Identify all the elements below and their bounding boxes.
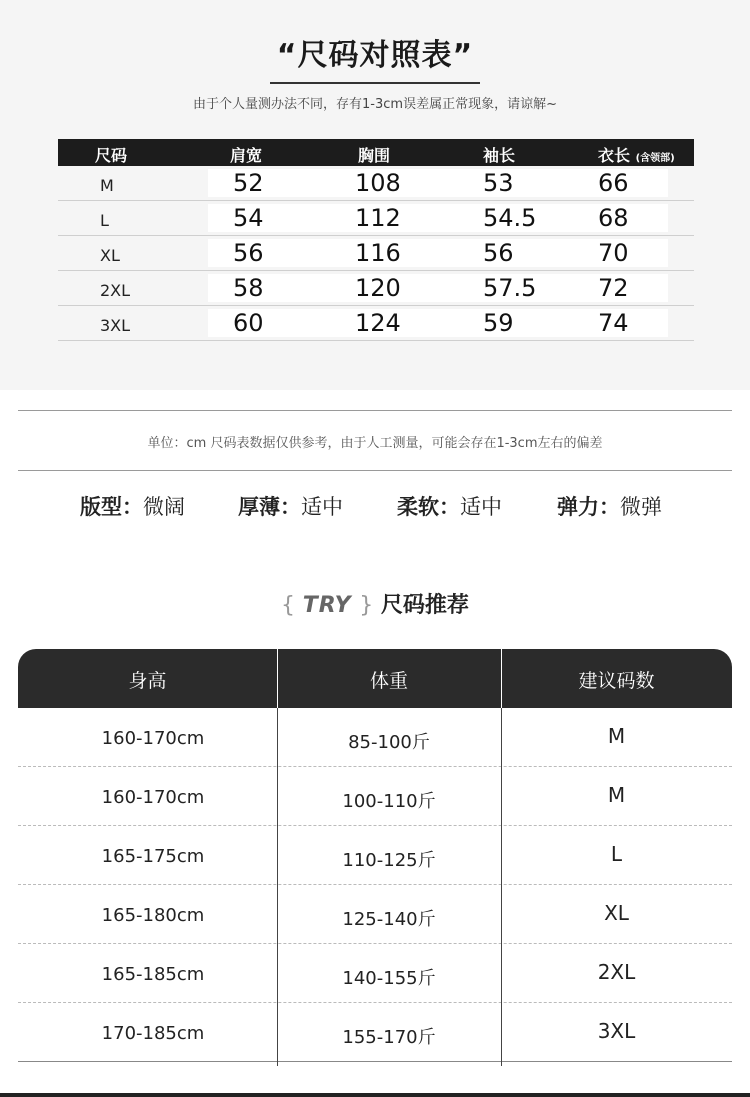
- row-chest: 112: [355, 204, 401, 232]
- header-size: 尺码: [95, 146, 128, 165]
- row-size: XL: [100, 246, 120, 265]
- row-weight: 100-110斤: [342, 791, 436, 812]
- row-suggested-size: XL: [604, 901, 629, 925]
- attr-elasticity: 弹力：微弹: [557, 495, 662, 519]
- row-length: 66: [598, 169, 629, 197]
- try-label: TRY: [302, 593, 352, 618]
- header-sleeve: 袖长: [483, 146, 516, 165]
- row-size: M: [100, 176, 114, 195]
- row-suggested-size: L: [610, 842, 623, 866]
- row-length: 72: [598, 274, 629, 302]
- attr-softness: 柔软：适中: [397, 495, 502, 519]
- length-note: (含领部): [635, 153, 675, 164]
- recommend-row: [18, 885, 732, 944]
- row-shoulder: 52: [233, 169, 264, 197]
- row-weight: 125-140斤: [342, 909, 436, 930]
- attr-thickness: 厚薄：适中: [238, 495, 343, 519]
- row-size: 2XL: [100, 281, 131, 300]
- row-height: 165-180cm: [101, 905, 205, 926]
- recommend-table: [18, 649, 732, 1062]
- recommend-row: [18, 767, 732, 826]
- row-sleeve: 59: [483, 309, 514, 337]
- attr-fit: 版型：微阔: [80, 495, 185, 519]
- size-table: [58, 139, 694, 341]
- row-sleeve: 54.5: [483, 204, 537, 232]
- row-height: 165-185cm: [101, 964, 205, 985]
- row-size: L: [100, 211, 109, 230]
- row-shoulder: 60: [233, 309, 264, 337]
- row-weight: 140-155斤: [342, 968, 436, 989]
- size-chart-panel: [0, 0, 750, 390]
- row-chest: 116: [355, 239, 401, 267]
- row-suggested-size: M: [607, 724, 626, 748]
- size-table-row: [58, 201, 694, 236]
- bottom-border: [0, 1093, 750, 1097]
- row-shoulder: 56: [233, 239, 264, 267]
- header-length: 衣长 (含领部): [598, 146, 675, 165]
- recommend-title: { TRY } 尺码推荐: [281, 593, 469, 618]
- row-height: 160-170cm: [101, 787, 205, 808]
- header-weight: 体重: [369, 670, 408, 692]
- size-table-header: [58, 139, 694, 166]
- recommend-table-header: [18, 649, 732, 708]
- row-height: 160-170cm: [101, 728, 205, 749]
- unit-note: 单位：cm 尺码表数据仅供参考，由于人工测量，可能会存在1-3cm左右的偏差: [147, 436, 603, 451]
- row-suggested-size: 3XL: [597, 1019, 636, 1043]
- row-sleeve: 56: [483, 239, 514, 267]
- recommend-row: [18, 708, 732, 767]
- row-length: 68: [598, 204, 629, 232]
- row-sleeve: 57.5: [483, 274, 537, 302]
- row-shoulder: 54: [233, 204, 264, 232]
- divider-bottom: [18, 470, 732, 471]
- header-chest: 胸围: [358, 146, 391, 165]
- row-suggested-size: 2XL: [597, 960, 636, 984]
- size-table-row: [58, 236, 694, 271]
- subtitle: 由于个人量测办法不同，存有1-3cm误差属正常现象，请谅解~: [193, 97, 557, 112]
- title-underline: [270, 82, 480, 84]
- row-height: 170-185cm: [101, 1023, 205, 1044]
- row-suggested-size: M: [607, 783, 626, 807]
- row-chest: 120: [355, 274, 401, 302]
- recommend-heading: 尺码推荐: [380, 593, 469, 618]
- row-weight: 110-125斤: [342, 850, 436, 871]
- divider-top: [18, 410, 732, 411]
- header-height: 身高: [128, 670, 167, 692]
- row-weight: 85-100斤: [348, 732, 430, 753]
- size-table-row: [58, 166, 694, 201]
- recommend-row: [18, 944, 732, 1003]
- row-shoulder: 58: [233, 274, 264, 302]
- row-size: 3XL: [100, 316, 131, 335]
- row-chest: 124: [355, 309, 401, 337]
- row-length: 70: [598, 239, 629, 267]
- row-sleeve: 53: [483, 169, 514, 197]
- header-suggested-size: 建议码数: [578, 670, 655, 692]
- row-chest: 108: [355, 169, 401, 197]
- header-shoulder: 肩宽: [230, 146, 263, 165]
- row-length: 74: [598, 309, 629, 337]
- page-title: “尺码对照表”: [276, 38, 474, 73]
- size-table-row: [58, 271, 694, 306]
- recommend-row: [18, 826, 732, 885]
- size-table-row: [58, 306, 694, 341]
- row-height: 165-175cm: [101, 846, 205, 867]
- recommend-row: [18, 1003, 732, 1062]
- row-weight: 155-170斤: [342, 1027, 436, 1048]
